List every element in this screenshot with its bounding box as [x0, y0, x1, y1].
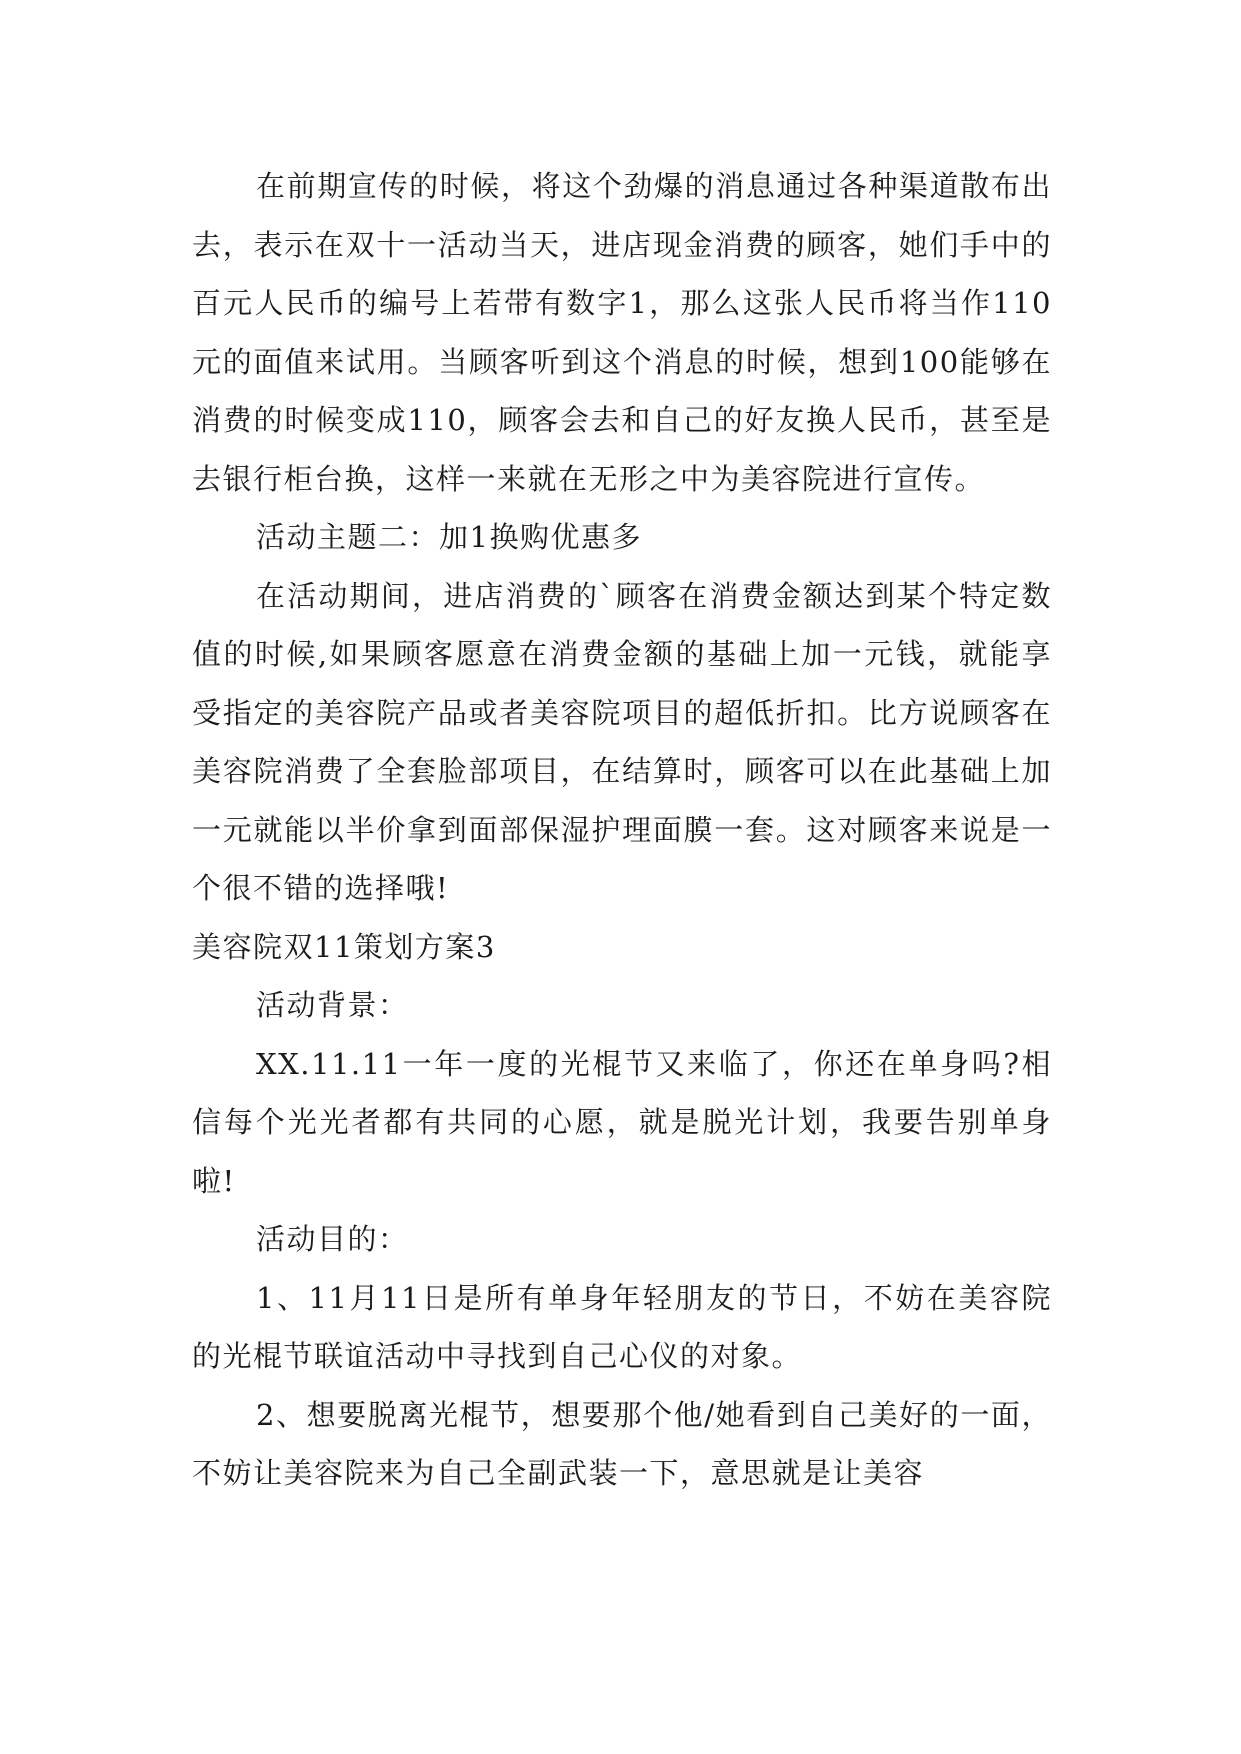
document-body [192, 157, 1052, 1503]
paragraph-add-one-yuan: 在活动期间，进店消费的`顾客在消费金额达到某个特定数值的时候,如果顾客愿意在消费金额的基础上加一元钱，就能享受指定的美容院产品或者美容院项目的超低折扣。比方说顾客在美容院消费了全套脸部项目，在结算时，顾客可以在此基础上加一元就能以半价拿到面部保湿护理面膜一套。这对顾客来说是一个很不错的选择哦! [192, 578, 1052, 905]
paragraph-purpose-1: 1、11月11日是所有单身年轻朋友的节日，不妨在美容院的光棍节联谊活动中寻找到自己心仪的对象。 [192, 1280, 1052, 1373]
paragraph-promotion-rmb: 在前期宣传的时候，将这个劲爆的消息通过各种渠道散布出去，表示在双十一活动当天，进店现金消费的顾客，她们手中的百元人民币的编号上若带有数字1，那么这张人民币将当作110元的面值来试用。当顾客听到这个消息的时候，想到100能够在消费的时候变成110，顾客会去和自己的好友换人民币，甚至是去银行柜台换，这样一来就在无形之中为美容院进行宣传。 [192, 169, 1052, 496]
section-heading: 美容院双11策划方案3 [192, 929, 496, 964]
paragraph-background-label: 活动背景： [256, 988, 409, 1022]
paragraph-purpose-2: 2、想要脱离光棍节，想要那个他/她看到自己美好的一面，不妨让美容院来为自己全副武装一下，意思就是让美容 [192, 1397, 1052, 1490]
paragraph-background: XX.11.11一年一度的光棍节又来临了，你还在单身吗?相信每个光光者都有共同的心愿，就是脱光计划，我要告别单身啦! [192, 1046, 1052, 1198]
paragraph-theme-two: 活动主题二：加1换购优惠多 [256, 520, 642, 554]
paragraph-purpose-label: 活动目的： [256, 1222, 409, 1256]
